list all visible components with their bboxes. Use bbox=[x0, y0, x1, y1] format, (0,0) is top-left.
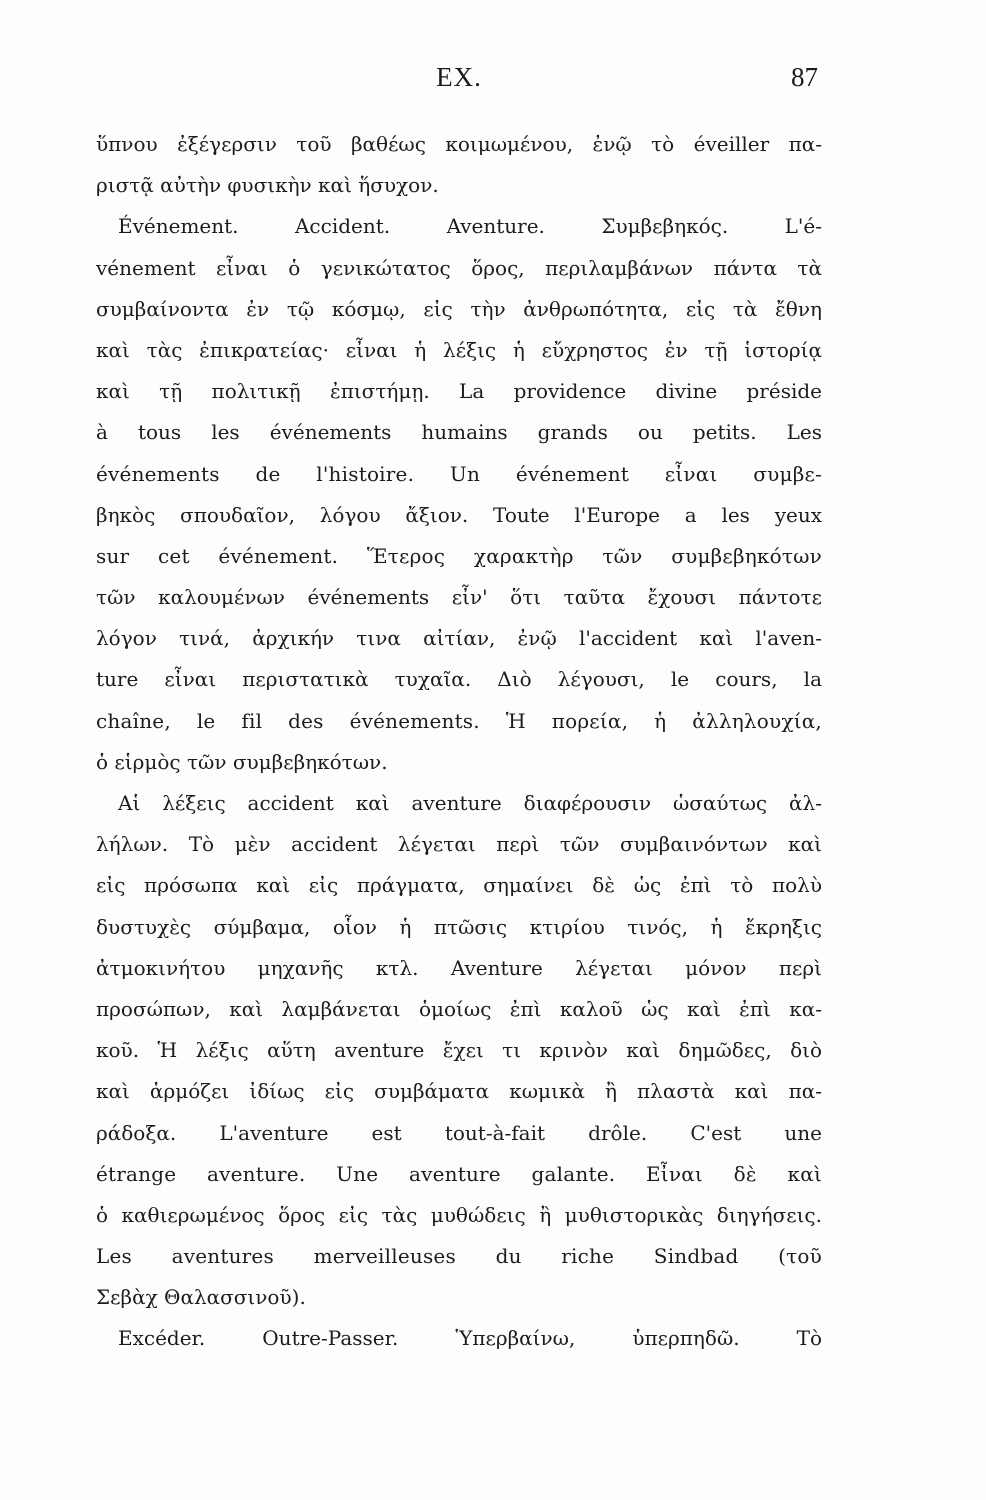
text-line: Excéder. Outre-Passer. Ὑπερβαίνω, ὑπερπηδῶ. Τὸ bbox=[118, 1326, 822, 1351]
text-line: ὁ εἱρμὸς τῶν συμβεβηκότων. bbox=[96, 749, 388, 774]
text-line: καὶ ἁρμόζει ἰδίως εἰς συμβάματα κωμικὰ ἢ πλαστὰ καὶ πα- bbox=[96, 1079, 822, 1104]
text-line: ράδοξα. L'aventure est tout-à-fait drôle. C'est une bbox=[96, 1120, 822, 1145]
text-line: ὕπνου ἐξέγερσιν τοῦ βαθέως κοιμωμένου, ἐνῷ τὸ éveiller πα- bbox=[96, 132, 822, 156]
page-header bbox=[96, 62, 822, 98]
text-line: τῶν καλουμένων événements εἶν' ὅτι ταῦτα ἔχουσι πάντοτε bbox=[96, 585, 822, 610]
text-line: Événement. Accident. Aventure. Συμβεβηκός. L'é- bbox=[118, 214, 822, 239]
body-text bbox=[96, 124, 822, 1360]
text-line: λόγον τινά, ἀρχικήν τινα αἰτίαν, ἐνῷ l'accident καὶ l'aven- bbox=[96, 626, 822, 651]
text-line: vénement εἶναι ὁ γενικώτατος ὅρος, περιλαμβάνων πάντα τὰ bbox=[96, 255, 822, 280]
page-number: 87 bbox=[791, 62, 818, 92]
text-line: chaîne, le fil des événements. Ἡ πορεία, ἡ ἀλληλουχία, bbox=[96, 708, 822, 733]
text-line: à tous les événements humains grands ou petits. Les bbox=[96, 420, 822, 445]
text-line: συμβαίνοντα ἐν τῷ κόσμῳ, εἰς τὴν ἀνθρωπότητα, εἰς τὰ ἔθνη bbox=[96, 296, 822, 321]
text-line: événements de l'histoire. Un événement εἶναι συμβε- bbox=[96, 461, 822, 486]
text-line: ture εἶναι περιστατικὰ τυχαῖα. Διὸ λέγουσι, le cours, la bbox=[96, 667, 822, 692]
text-line: ὁ καθιερωμένος ὅρος εἰς τὰς μυθώδεις ἢ μυθιστορικὰς διηγήσεις. bbox=[96, 1202, 822, 1227]
text-line: λήλων. Τὸ μὲν accident λέγεται περὶ τῶν συμβαινόντων καὶ bbox=[96, 832, 822, 857]
text-line: ἀτμοκινήτου μηχανῆς κτλ. Aventure λέγεται μόνον περὶ bbox=[96, 955, 822, 980]
text-line: Αἱ λέξεις accident καὶ aventure διαφέρουσιν ὡσαύτως ἀλ- bbox=[118, 791, 822, 815]
text-line: καὶ τὰς ἐπικρατείας· εἶναι ἡ λέξις ἡ εὔχρηστος ἐν τῇ ἱστορίᾳ bbox=[96, 337, 822, 362]
text-line: κοῦ. Ἡ λέξις αὕτη aventure ἔχει τι κρινὸν καὶ δημῶδες, διὸ bbox=[96, 1038, 822, 1063]
text-line: εἰς πρόσωπα καὶ εἰς πράγματα, σημαίνει δὲ ὡς ἐπὶ τὸ πολὺ bbox=[96, 873, 822, 898]
text-line: ριστᾷ αὐτὴν φυσικὴν καὶ ἥσυχον. bbox=[96, 173, 439, 198]
text-line: étrange aventure. Une aventure galante. Εἶναι δὲ καὶ bbox=[96, 1161, 822, 1186]
text-line: δυστυχὲς σύμβαμα, οἷον ἡ πτῶσις κτιρίου τινός, ἡ ἔκρηξις bbox=[96, 914, 822, 939]
text-line: Les aventures merveilleuses du riche Sindbad (τοῦ bbox=[96, 1244, 822, 1269]
text-line: sur cet événement. Ἕτερος χαρακτὴρ τῶν συμβεβηκότων bbox=[96, 543, 822, 568]
text-line: Σεβὰχ Θαλασσινοῦ). bbox=[96, 1285, 306, 1310]
text-line: προσώπων, καὶ λαμβάνεται ὁμοίως ἐπὶ καλοῦ ὡς καὶ ἐπὶ κα- bbox=[96, 996, 822, 1021]
running-head: EX. bbox=[436, 62, 482, 92]
text-line: καὶ τῇ πολιτικῇ ἐπιστήμῃ. La providence divine préside bbox=[96, 379, 822, 404]
text-line: βηκὸς σπουδαῖον, λόγου ἄξιον. Toute l'Europe a les yeux bbox=[96, 502, 822, 527]
